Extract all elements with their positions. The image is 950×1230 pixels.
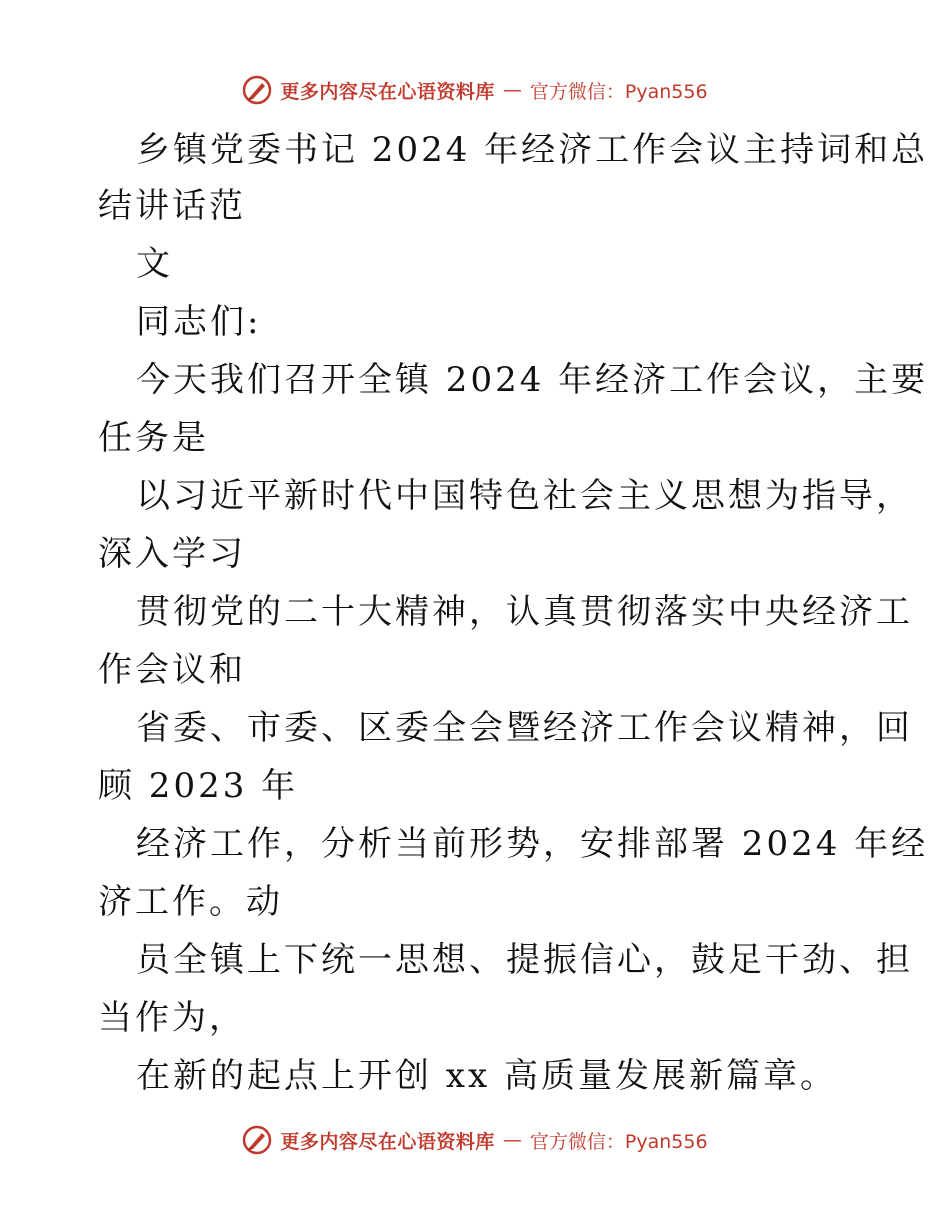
banner-wechat: 官方微信：Pyan556 [529,80,708,103]
text-line: 文 [136,244,173,284]
banner-dash: — [502,1129,522,1151]
text-line: 以习近平新时代中国特色社会主义思想为指导， [136,476,913,516]
text-line: 在新的起点上开创 xx 高质量发展新篇章。 [136,1056,837,1096]
text-line: 同志们: [136,302,262,342]
banner-wechat: 官方微信：Pyan556 [529,1130,708,1153]
text-line: 经济工作，分析当前形势，安排部署 2024 年经 [136,824,929,864]
banner-title: 更多内容尽在心语资料库 [280,1130,495,1153]
banner-title: 更多内容尽在心语资料库 [280,80,495,103]
text-line: 深入学习 [98,534,246,574]
pen-logo-icon [242,1125,272,1155]
text-line: 结讲话范 [98,186,246,226]
pen-logo-icon [242,75,272,105]
text-line: 任务是 [98,418,209,458]
text-line: 顾 2023 年 [98,766,299,806]
text-line: 济工作。动 [98,882,283,922]
text-line: 作会议和 [98,650,246,690]
text-line: 员全镇上下统一思想、提振信心，鼓足干劲、担 [136,940,913,980]
text-line: 省委、市委、区委全会暨经济工作会议精神，回 [136,708,913,748]
header-banner [0,70,950,110]
text-line: 乡镇党委书记 2024 年经济工作会议主持词和总 [136,130,929,170]
text-line: 当作为， [98,998,246,1038]
text-line: 今天我们召开全镇 2024 年经济工作会议，主要 [136,360,929,400]
banner-dash: — [502,79,522,101]
text-line: 贯彻党的二十大精神，认真贯彻落实中央经济工 [136,592,913,632]
footer-banner [0,1120,950,1160]
